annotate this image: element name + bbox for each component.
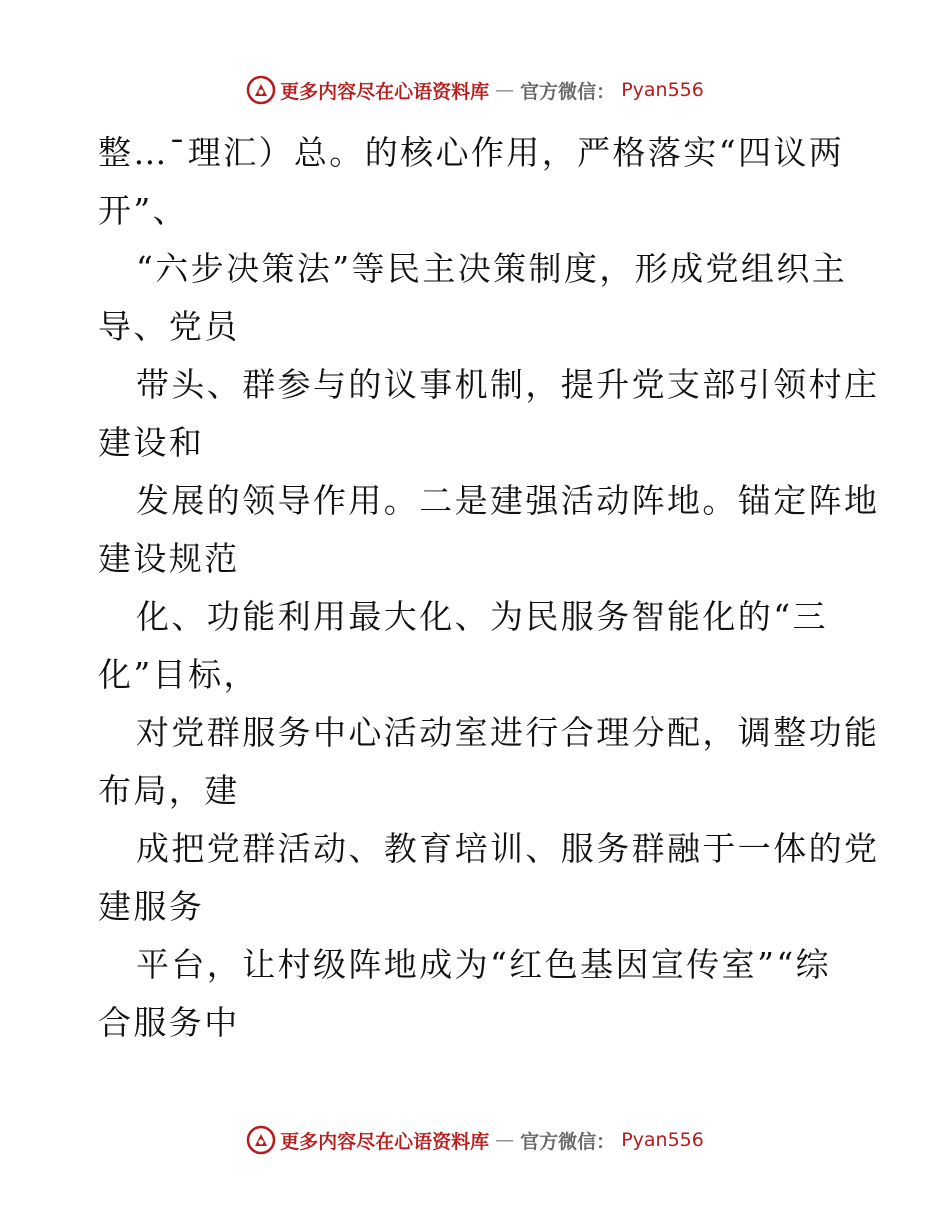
header-banner-wechat-id: Pyan556 — [621, 79, 704, 101]
header-banner — [0, 70, 950, 110]
header-banner-content — [246, 75, 704, 105]
brand-logo-icon — [246, 1125, 276, 1155]
body-line-15: 平台，让村级阵地成为“红色基因宣传室”“综 — [136, 945, 832, 984]
footer-banner — [0, 1120, 950, 1160]
body-line-14: 建服务 — [98, 887, 205, 926]
body-line-2: 开”、 — [98, 191, 189, 230]
header-banner-title: 更多内容尽在心语资料库 — [280, 80, 490, 103]
footer-banner-wechat-label: 官方微信： — [520, 1130, 616, 1153]
body-line-1: 整…¯理汇）总。的核心作用，严格落实“四议两 — [98, 133, 845, 172]
body-line-11: 对党群服务中心活动室进行合理分配，调整功能 — [136, 713, 880, 752]
body-line-16: 合服务中 — [98, 1003, 240, 1042]
body-line-6: 建设和 — [98, 423, 205, 462]
body-line-3: “六步决策法”等民主决策制度，形成党组织主 — [136, 249, 848, 288]
body-line-9: 化、功能利用最大化、为民服务智能化的“三 — [136, 597, 828, 636]
footer-banner-content — [246, 1125, 704, 1155]
footer-banner-title: 更多内容尽在心语资料库 — [280, 1130, 490, 1153]
body-line-13: 成把党群活动、教育培训、服务群融于一体的党 — [136, 829, 880, 868]
body-line-7: 发展的领导作用。二是建强活动阵地。锚定阵地 — [136, 481, 880, 520]
body-line-8: 建设规范 — [98, 539, 240, 578]
footer-banner-dash: — — [495, 1129, 515, 1151]
body-line-4: 导、党员 — [98, 307, 240, 346]
document-body — [98, 124, 880, 1052]
header-banner-wechat-label: 官方微信： — [520, 80, 616, 103]
footer-banner-wechat-id: Pyan556 — [621, 1129, 704, 1151]
body-line-12: 布局，建 — [98, 771, 240, 810]
header-banner-dash: — — [495, 79, 515, 101]
body-line-10: 化”目标， — [98, 655, 259, 694]
body-line-5: 带头、群参与的议事机制，提升党支部引领村庄 — [136, 365, 880, 404]
brand-logo-icon — [246, 75, 276, 105]
